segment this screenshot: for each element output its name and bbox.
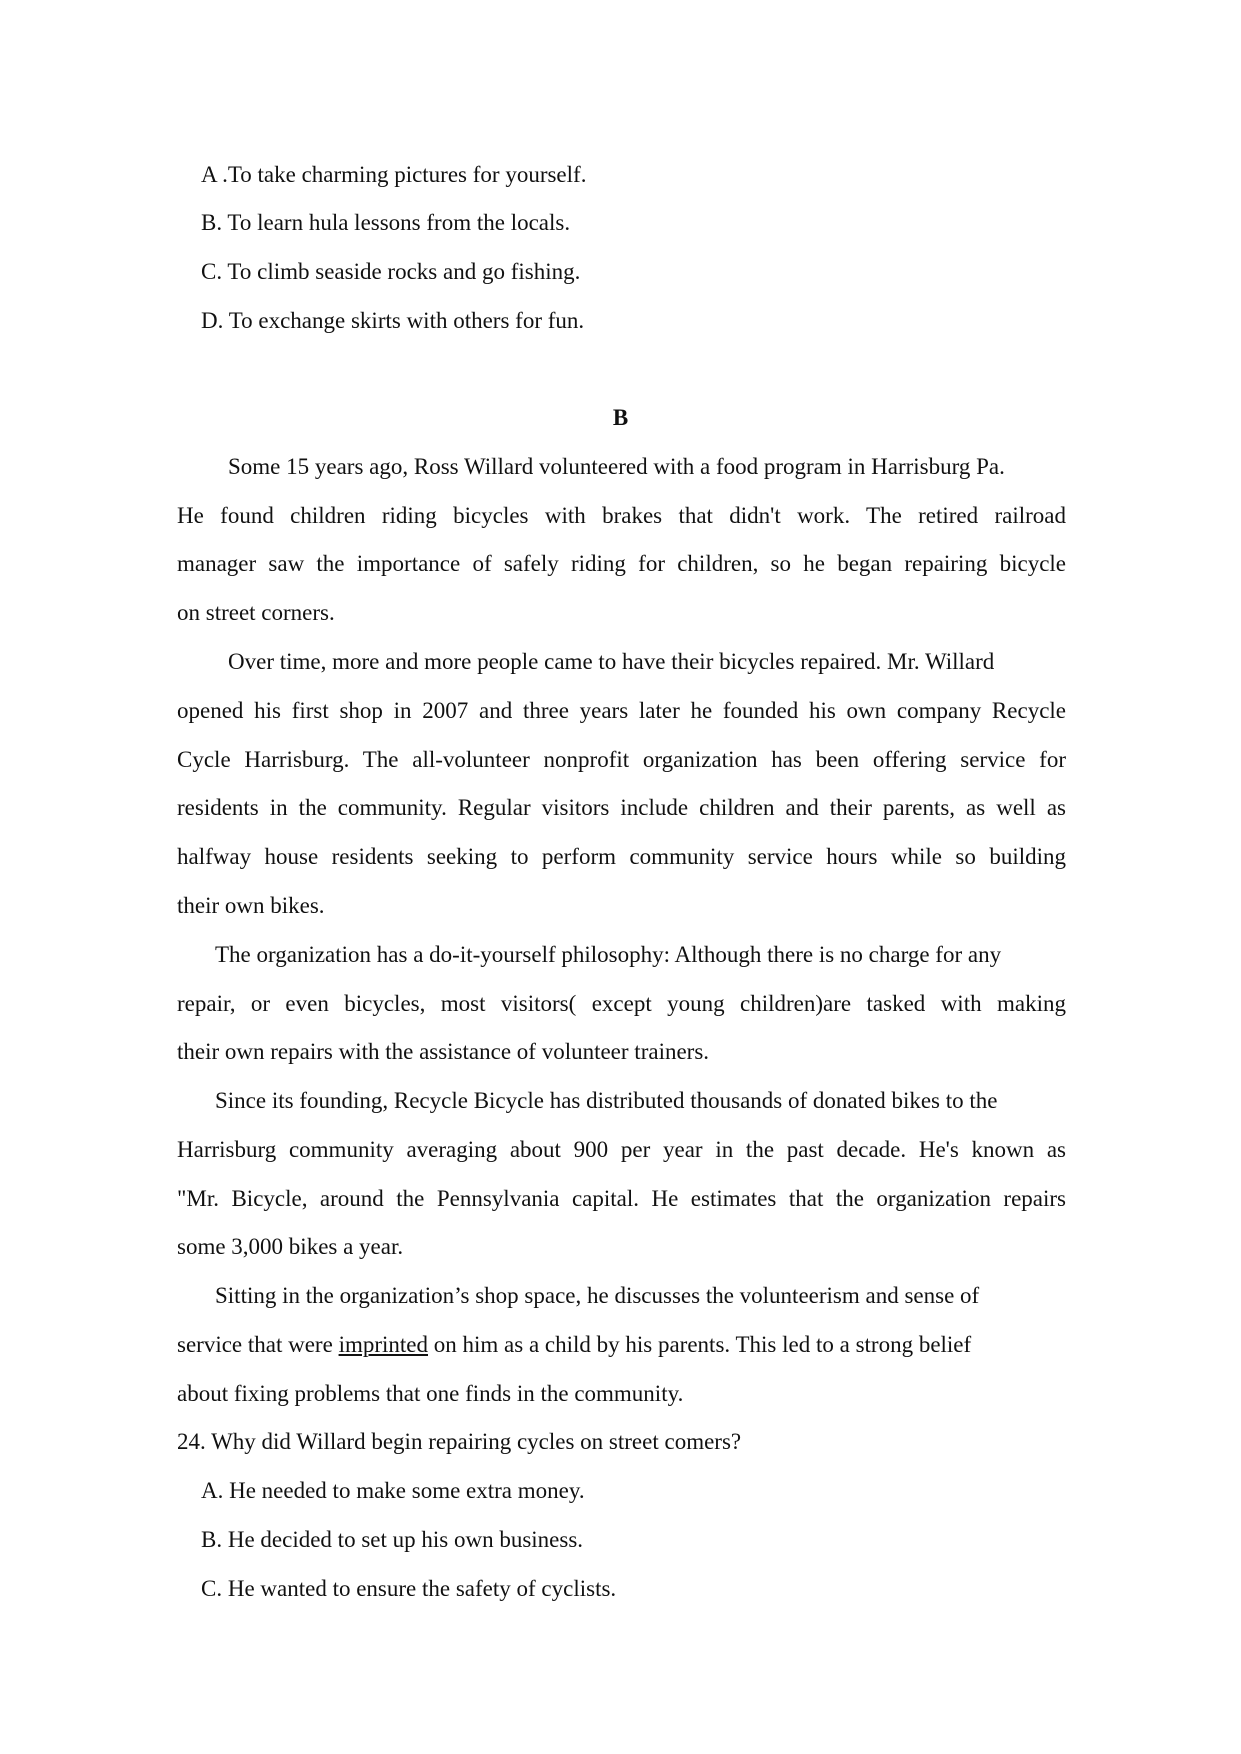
option-a: A .To take charming pictures for yourself. <box>201 162 587 187</box>
passage-p5-line1: Sitting in the organization’s shop space, he discusses the volunteerism and sense of <box>215 1283 980 1308</box>
passage-p4-line1: Since its founding, Recycle Bicycle has distributed thousands of donated bikes to the <box>215 1088 998 1113</box>
passage-p5-line3: about fixing problems that one finds in the community. <box>177 1381 684 1406</box>
passage-p1-line1: Some 15 years ago, Ross Willard volunteered with a food program in Harrisburg Pa. <box>228 454 1005 479</box>
passage-p5-line2 <box>177 1330 971 1360</box>
option-d: D. To exchange skirts with others for fun. <box>201 308 585 333</box>
passage-p3-line1: The organization has a do-it-yourself philosophy: Although there is no charge for any <box>215 942 1002 967</box>
passage-p4-line4: some 3,000 bikes a year. <box>177 1234 404 1259</box>
q24-option-c: C. He wanted to ensure the safety of cyclists. <box>201 1576 617 1601</box>
passage-p2-line6: their own bikes. <box>177 893 325 918</box>
option-b: B. To learn hula lessons from the locals. <box>201 210 571 235</box>
q24-option-a: A. He needed to make some extra money. <box>201 1478 585 1503</box>
passage-p1-line2: He found children riding bicycles with brakes that didn't work. The retired railroad <box>177 503 1066 528</box>
passage-p3-line2: repair, or even bicycles, most visitors( except young children)are tasked with making <box>177 991 1066 1016</box>
passage-p2-line1: Over time, more and more people came to have their bicycles repaired. Mr. Willard <box>228 649 995 674</box>
passage-p2-line5: halfway house residents seeking to perform community service hours while so building <box>177 844 1066 869</box>
p5-line2-before: service that were <box>177 1332 333 1357</box>
passage-p4-line2: Harrisburg community averaging about 900 per year in the past decade. He's known as <box>177 1137 1066 1162</box>
section-title: B <box>612 405 629 430</box>
passage-p2-line3: Cycle Harrisburg. The all-volunteer nonprofit organization has been offering service for <box>177 747 1066 772</box>
passage-p3-line3: their own repairs with the assistance of volunteer trainers. <box>177 1039 710 1064</box>
option-c: C. To climb seaside rocks and go fishing. <box>201 259 581 284</box>
passage-p1-line3: manager saw the importance of safely riding for children, so he began repairing bicycle <box>177 551 1066 576</box>
underlined-word: imprinted <box>338 1332 428 1357</box>
passage-p2-line2: opened his first shop in 2007 and three years later he founded his own company Recycle <box>177 698 1066 723</box>
passage-p4-line3: "Mr. Bicycle, around the Pennsylvania capital. He estimates that the organization repairs <box>177 1186 1066 1211</box>
passage-p2-line4: residents in the community. Regular visitors include children and their parents, as well as <box>177 795 1066 820</box>
question-24-stem: 24. Why did Willard begin repairing cycles on street comers? <box>177 1429 742 1454</box>
passage-p1-line4: on street corners. <box>177 600 335 625</box>
q24-option-b: B. He decided to set up his own business. <box>201 1527 584 1552</box>
p5-line2-after: on him as a child by his parents. This led to a strong belief <box>433 1332 972 1357</box>
